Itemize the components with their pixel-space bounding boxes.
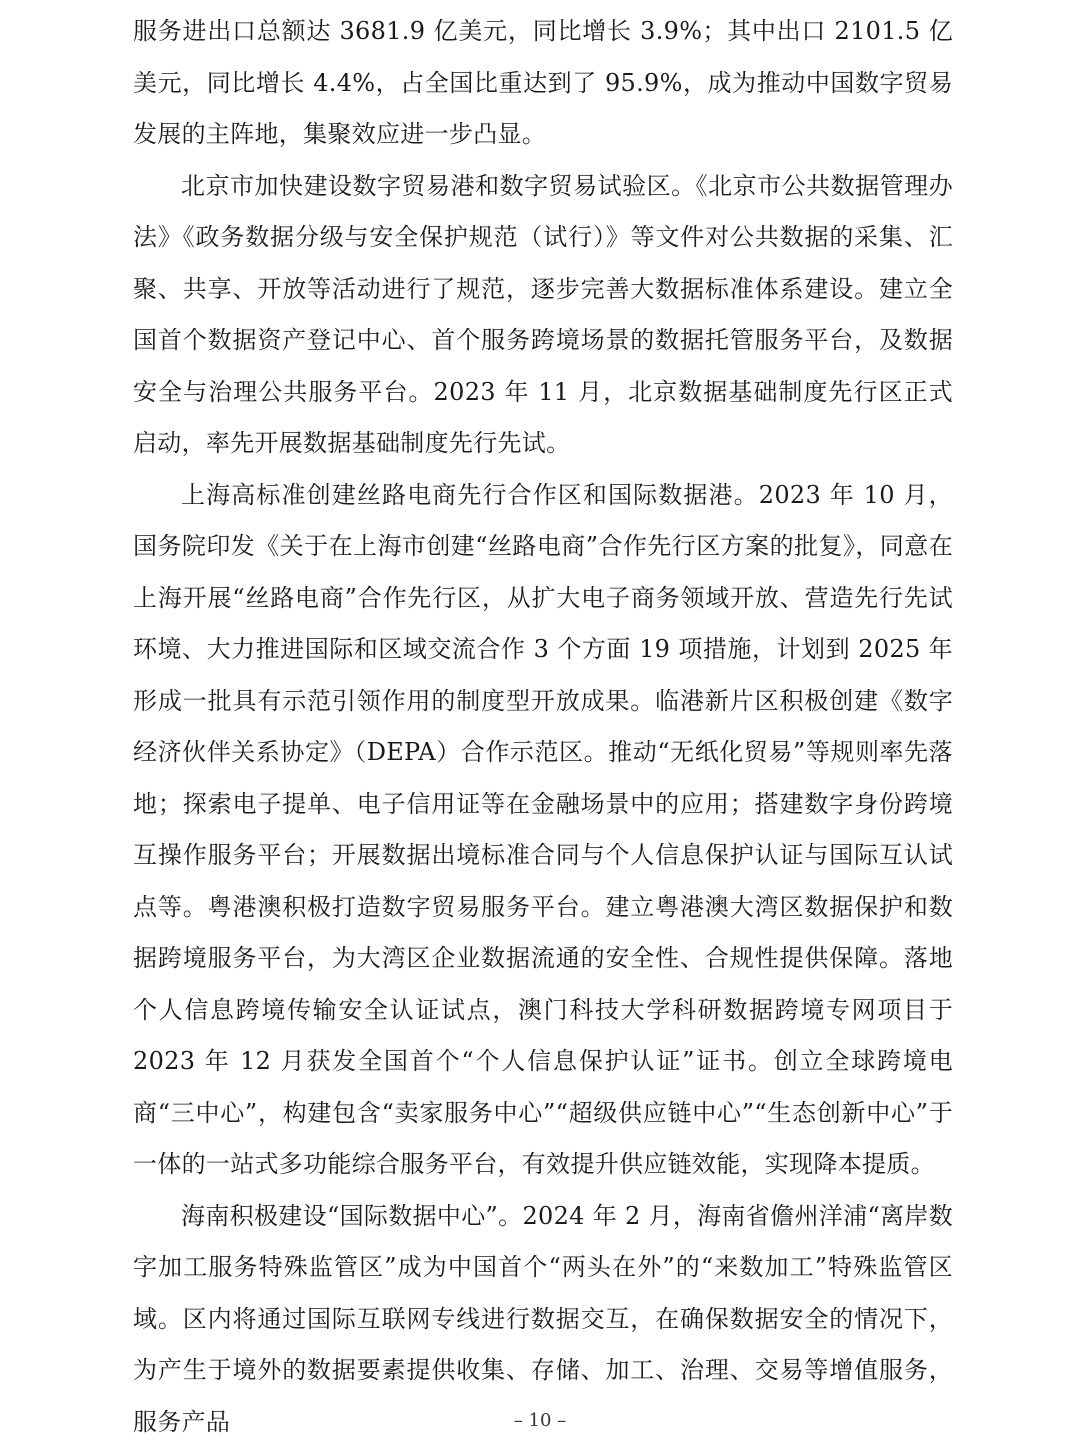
document-body [133, 6, 953, 1448]
page-number: – 10 – [0, 1410, 1080, 1431]
paragraph-beijing: 北京市加快建设数字贸易港和数字贸易试验区。《北京市公共数据管理办法》《政务数据分级与安全保护规范（试行）》等文件对公共数据的采集、汇聚、共享、开放等活动进行了规范，逐步完善大数据标准体系建设。建立全国首个数据资产登记中心、首个服务跨境场景的数据托管服务平台，及数据安全与治理公共服务平台。2023 年 11 月，北京数据基础制度先行区正式启动，率先开展数据基础制度先行先试。 [133, 161, 953, 470]
paragraph-hainan: 海南积极建设“国际数据中心”。2024 年 2 月，海南省儋州洋浦“离岸数字加工服务特殊监管区”成为中国首个“两头在外”的“来数加工”特殊监管区域。区内将通过国际互联网专线进行数据交互，在确保数据安全的情况下，为产生于境外的数据要素提供收集、存储、加工、治理、交易等增值服务，服务产品 [133, 1191, 953, 1448]
paragraph-continued: 服务进出口总额达 3681.9 亿美元，同比增长 3.9%；其中出口 2101.5 亿美元，同比增长 4.4%，占全国比重达到了 95.9%，成为推动中国数字贸易发展的主阵地，集聚效应进一步凸显。 [133, 6, 953, 161]
paragraph-shanghai: 上海高标准创建丝路电商先行合作区和国际数据港。2023 年 10 月，国务院印发《关于在上海市创建“丝路电商”合作先行区方案的批复》，同意在上海开展“丝路电商”合作先行区，从扩大电子商务领域开放、营造先行先试环境、大力推进国际和区域交流合作 3 个方面 19 项措施，计划到 2025 年形成一批具有示范引领作用的制度型开放成果。临港新片区积极创建《数字经济伙伴关系协定》（DEPA）合作示范区。推动“无纸化贸易”等规则率先落地；探索电子提单、电子信用证等在金融场景中的应用；搭建数字身份跨境互操作服务平台；开展数据出境标准合同与个人信息保护认证与国际互认试点等。粤港澳积极打造数字贸易服务平台。建立粤港澳大湾区数据保护和数据跨境服务平台，为大湾区企业数据流通的安全性、合规性提供保障。落地个人信息跨境传输安全认证试点，澳门科技大学科研数据跨境专网项目于 2023 年 12 月获发全国首个“个人信息保护认证”证书。创立全球跨境电商“三中心”，构建包含“卖家服务中心”“超级供应链中心”“生态创新中心”于一体的一站式多功能综合服务平台，有效提升供应链效能，实现降本提质。 [133, 470, 953, 1191]
